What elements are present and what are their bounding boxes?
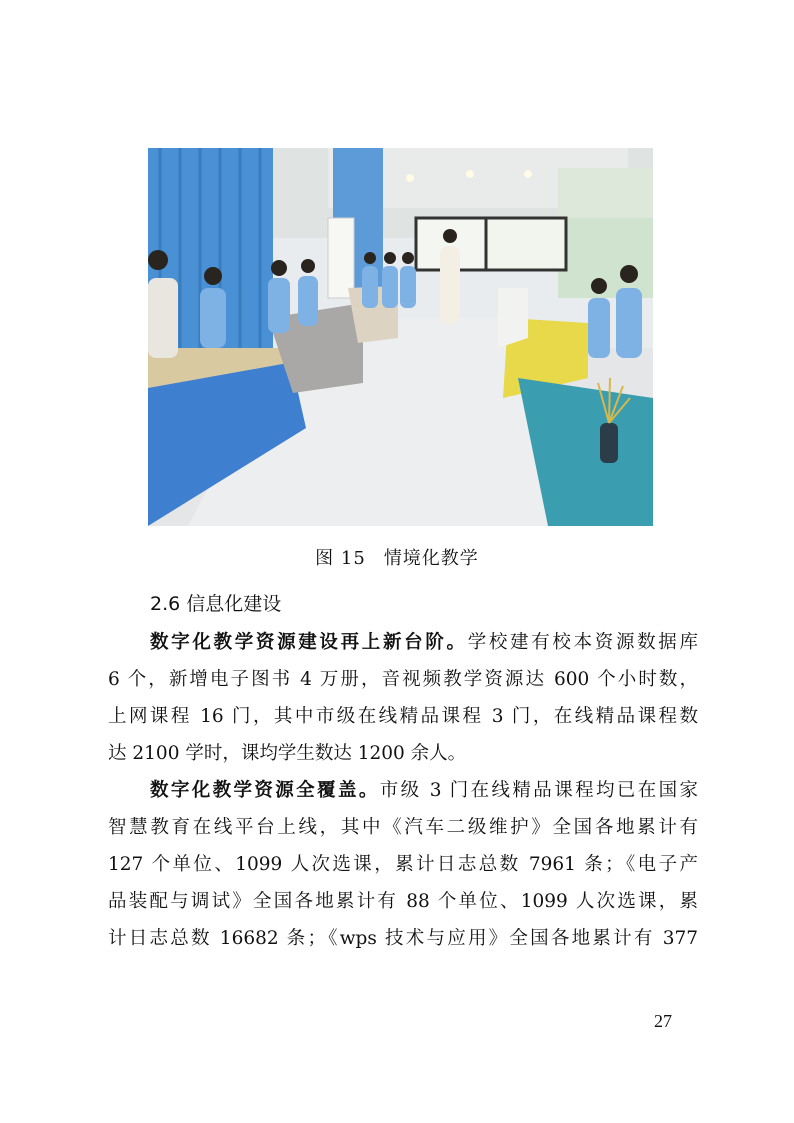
- paragraph-1: [108, 624, 698, 772]
- paragraph-2: [108, 772, 698, 957]
- paragraph-lead: 数字化教学资源全覆盖。: [150, 780, 380, 801]
- paragraph-line: 数字化教学资源建设再上新台阶。学校建有校本资源数据库: [150, 632, 698, 653]
- paragraph-line: 6 个，新增电子图书 4 万册，音视频教学资源达 600 个小时数，: [108, 669, 698, 690]
- paragraph-line: 127 个单位、1099 人次选课，累计日志总数 7961 条；《电子产: [108, 854, 698, 875]
- figure-number: 图 15: [315, 548, 366, 569]
- figure-title: 情境化教学: [383, 548, 479, 569]
- paragraph-line: 品装配与调试》全国各地累计有 88 个单位、1099 人次选课，累: [108, 891, 698, 912]
- paragraph-line: 数字化教学资源全覆盖。市级 3 门在线精品课程均已在国家: [150, 780, 698, 801]
- section-heading: 2.6 信息化建设: [150, 593, 282, 615]
- paragraph-lead: 数字化教学资源建设再上新台阶。: [150, 632, 468, 653]
- photo-illustration: [148, 148, 653, 526]
- paragraph-line: 达 2100 学时，课均学生数达 1200 余人。: [108, 743, 467, 764]
- paragraph-line: 上网课程 16 门，其中市级在线精品课程 3 门，在线精品课程数: [108, 706, 698, 727]
- figure-caption: [0, 544, 794, 570]
- classroom-photo: [148, 148, 653, 526]
- paragraph-line: 智慧教育在线平台上线，其中《汽车二级维护》全国各地累计有: [108, 817, 698, 838]
- page-number: 27: [654, 1011, 672, 1031]
- paragraph-line: 计日志总数 16682 条；《wps 技术与应用》全国各地累计有 377: [108, 928, 698, 949]
